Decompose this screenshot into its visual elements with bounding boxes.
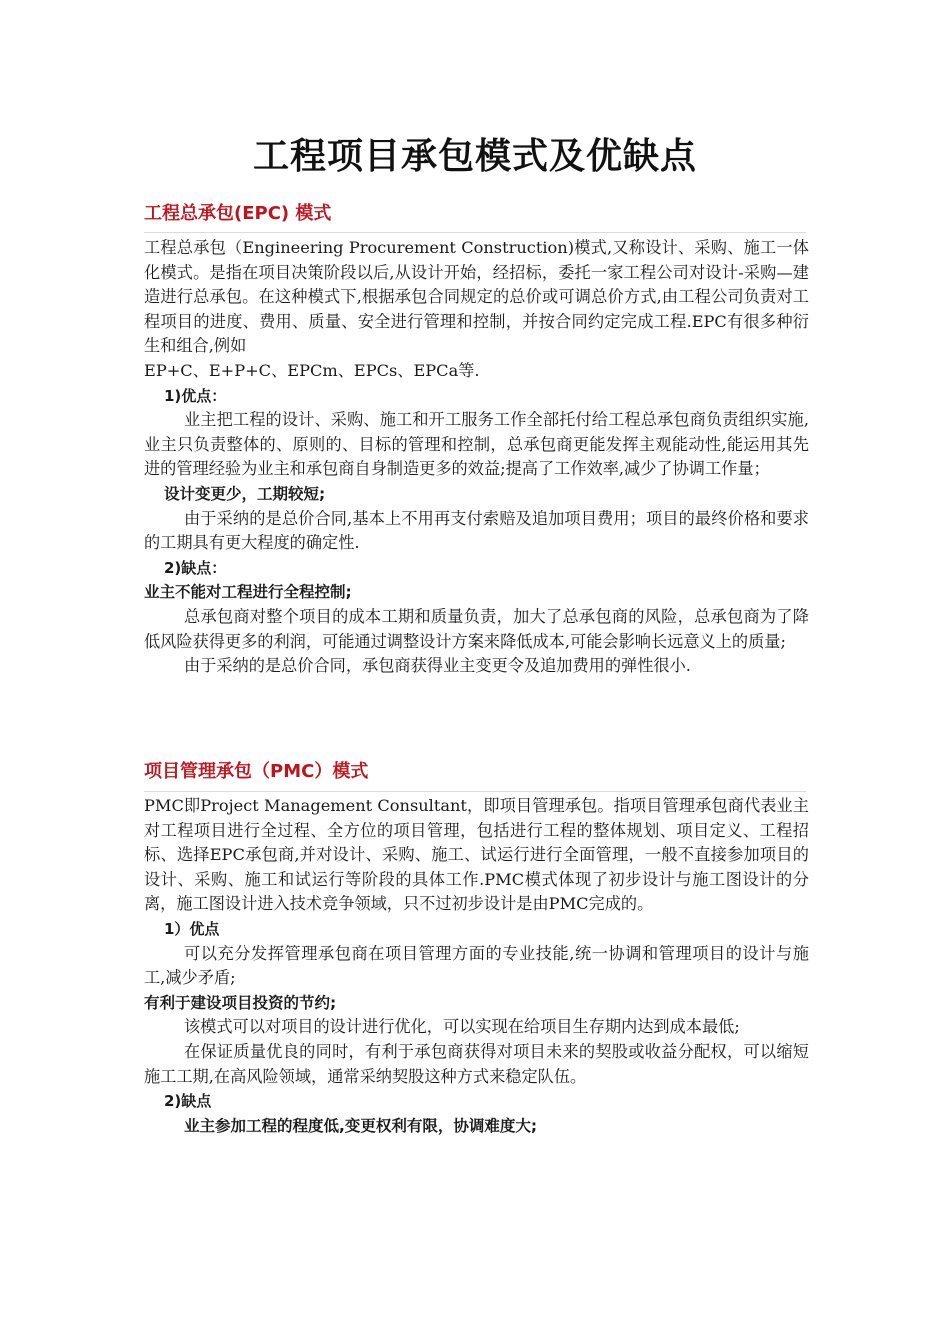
section-heading-epc: 工程总承包(EPC) 模式 bbox=[144, 203, 332, 224]
document-title: 工程项目承包模式及优缺点 bbox=[252, 136, 697, 177]
epc-advantages-paragraph: 业主把工程的设计、采购、施工和开工服务工作全部托付给工程总承包商负责组织实施,业主只负责整体的、原则的、目标的管理和控制，总承包商更能发挥主观能动性,能运用其先进的管理经验为业主和承包商自身制造更多的效益;提高了工作效率,减少了协调工作量； bbox=[144, 410, 809, 479]
epc-disadvantages-label: 2)缺点： bbox=[164, 558, 227, 577]
pmc-advantages-paragraph-2: 该模式可以对项目的设计进行优化，可以实现在给项目生存期内达到成本最低; bbox=[184, 1017, 740, 1037]
pmc-advantages-paragraph: 可以充分发挥管理承包商在项目管理方面的专业技能,统一协调和管理项目的设计与施工,减少矛盾; bbox=[144, 943, 809, 988]
pmc-advantages-paragraph-3: 在保证质量优良的同时，有利于承包商获得对项目未来的契股或收益分配权，可以缩短施工工期,在高风险领域，通常采纳契股这种方式来稳定队伍。 bbox=[144, 1041, 809, 1086]
epc-disadvantage-point-1: 业主不能对工程进行全程控制; bbox=[144, 583, 352, 602]
pmc-advantage-point-2: 有利于建设项目投资的节约; bbox=[144, 993, 337, 1012]
pmc-disadvantage-point-1: 业主参加工程的程度低,变更权利有限，协调难度大; bbox=[184, 1116, 538, 1135]
pmc-intro-paragraph: PMC即Project Management Consultant，即项目管理承包。指项目管理承包商代表业主对工程项目进行全过程、全方位的项目管理，包括进行工程的整体规划、项目定义、工程招标、选择EPC承包商,并对设计、采购、施工、试运行进行全面管理，一般不直接参加项目的设计、采购、施工和试运行等阶段的具体工作.PMC模式体现了初步设计与施工图设计的分离，施工图设计进入技术竞争领域，只不过初步设计是由PMC完成的。 bbox=[144, 796, 809, 914]
epc-advantages-paragraph-2: 由于采纳的是总价合同,基本上不用再支付索赔及追加项目费用；项目的最终价格和要求的工期具有更大程度的确定性. bbox=[144, 508, 809, 553]
pmc-advantages-label: 1）优点 bbox=[164, 919, 220, 938]
epc-disadvantages-paragraph-2: 由于采纳的是总价合同，承包商获得业主变更令及追加费用的弹性很小. bbox=[184, 656, 691, 676]
epc-intro-paragraph: 工程总承包（Engineering Procurement Construction)模式,又称设计、采购、施工一体化模式。是指在项目决策阶段以后,从设计开始，经招标，委托一家工程公司对设计-采购—建造进行总承包。在这种模式下,根据承包合同规定的总价或可调总价方式,由工程公司负责对工程项目的进度、费用、质量、安全进行管理和控制，并按合同约定完成工程.EPC有很多种衍生和组合,例如 bbox=[144, 238, 809, 356]
epc-variants-paragraph: EP+C、E+P+C、EPCm、EPCs、EPCa等. bbox=[144, 360, 480, 380]
epc-advantages-label: 1)优点： bbox=[164, 386, 227, 405]
section-body-pmc bbox=[144, 794, 809, 1138]
section-divider-epc bbox=[144, 232, 806, 233]
epc-advantage-point-2: 设计变更少，工期较短; bbox=[164, 484, 326, 503]
section-heading-pmc: 项目管理承包（PMC）模式 bbox=[144, 761, 369, 782]
section-body-epc bbox=[144, 236, 809, 679]
pmc-disadvantages-label: 2)缺点 bbox=[164, 1092, 212, 1111]
epc-disadvantages-paragraph: 总承包商对整个项目的成本工期和质量负责，加大了总承包商的风险，总承包商为了降低风险获得更多的利润，可能通过调整设计方案来降低成本,可能会影响长远意义上的质量; bbox=[144, 606, 809, 651]
section-divider-pmc bbox=[144, 791, 806, 792]
